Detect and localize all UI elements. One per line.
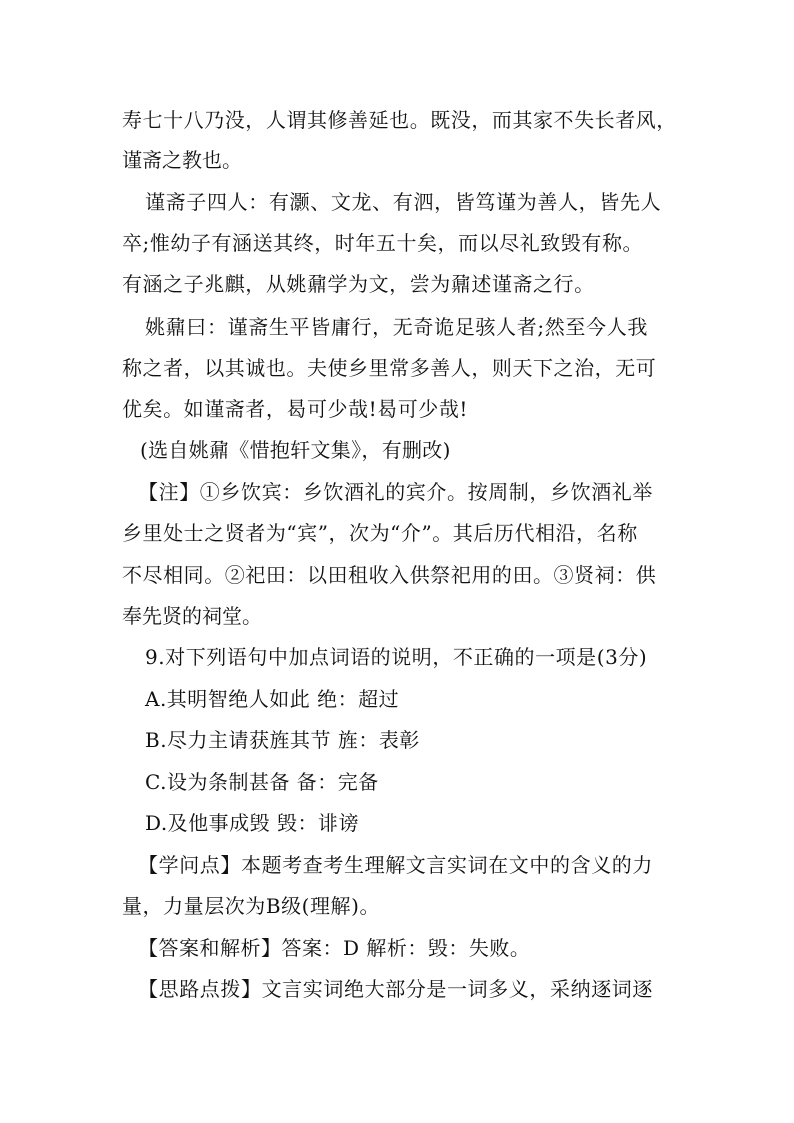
text-line-10: 【注】①乡饮宾：乡饮酒礼的宾介。按周制，乡饮酒礼举 (138, 480, 653, 504)
text-line-3: 谨斋子四人：有灏、文龙、有泗，皆笃谨为善人，皆先人 (145, 190, 662, 214)
text-line-9: (选自姚鼐《惜抱轩文集》，有删改) (140, 438, 451, 462)
text-line-1: 寿七十八乃没，人谓其修善延也。既没，而其家不失长者风， (122, 108, 677, 132)
text-line-2: 谨斋之教也。 (122, 148, 242, 172)
text-line-8: 优矣。如谨斋者，曷可少哉!曷可少哉! (122, 397, 468, 421)
text-line-5: 有涵之子兆麒，从姚鼐学为文，尝为鼐述谨斋之行。 (122, 272, 595, 296)
text-line-7: 称之者，以其诚也。夫使乡里常多善人，则天下之治，无可 (122, 356, 657, 380)
text-line-6: 姚鼐曰：谨斋生平皆庸行，无奇诡足骇人者;然至今人我 (145, 315, 648, 339)
knowledge-point-line-2: 量，力量层次为B级(理解)。 (122, 894, 381, 918)
text-line-12: 不尽相同。②祀田：以田租收入供祭祀用的田。③贤祠：供 (122, 563, 657, 587)
text-line-13: 奉先贤的祠堂。 (122, 604, 262, 628)
option-b: B.尽力主请获旌其节 旌：表彰 (145, 728, 420, 752)
thinking-hint: 【思路点拨】文言实词绝大部分是一词多义，采纳逐词逐 (138, 977, 653, 1001)
option-c: C.设为条制甚备 备：完备 (145, 770, 379, 794)
question-9: 9.对下列语句中加点词语的说明，不正确的一项是(3分) (145, 645, 648, 669)
option-a: A.其明智绝人如此 绝：超过 (145, 687, 400, 711)
text-line-4: 卒;惟幼子有涵送其终，时年五十矣，而以尽礼致毁有称。 (122, 231, 644, 255)
knowledge-point-line-1: 【学问点】本题考查考生理解文言实词在文中的含义的力 (138, 853, 653, 877)
answer-analysis: 【答案和解析】答案：D 解析：毁：失败。 (138, 936, 531, 960)
text-line-11: 乡里处士之贤者为“宾”，次为“介”。其后历代相沿，名称 (122, 521, 638, 545)
option-d: D.及他事成毁 毁：诽谤 (145, 811, 360, 835)
